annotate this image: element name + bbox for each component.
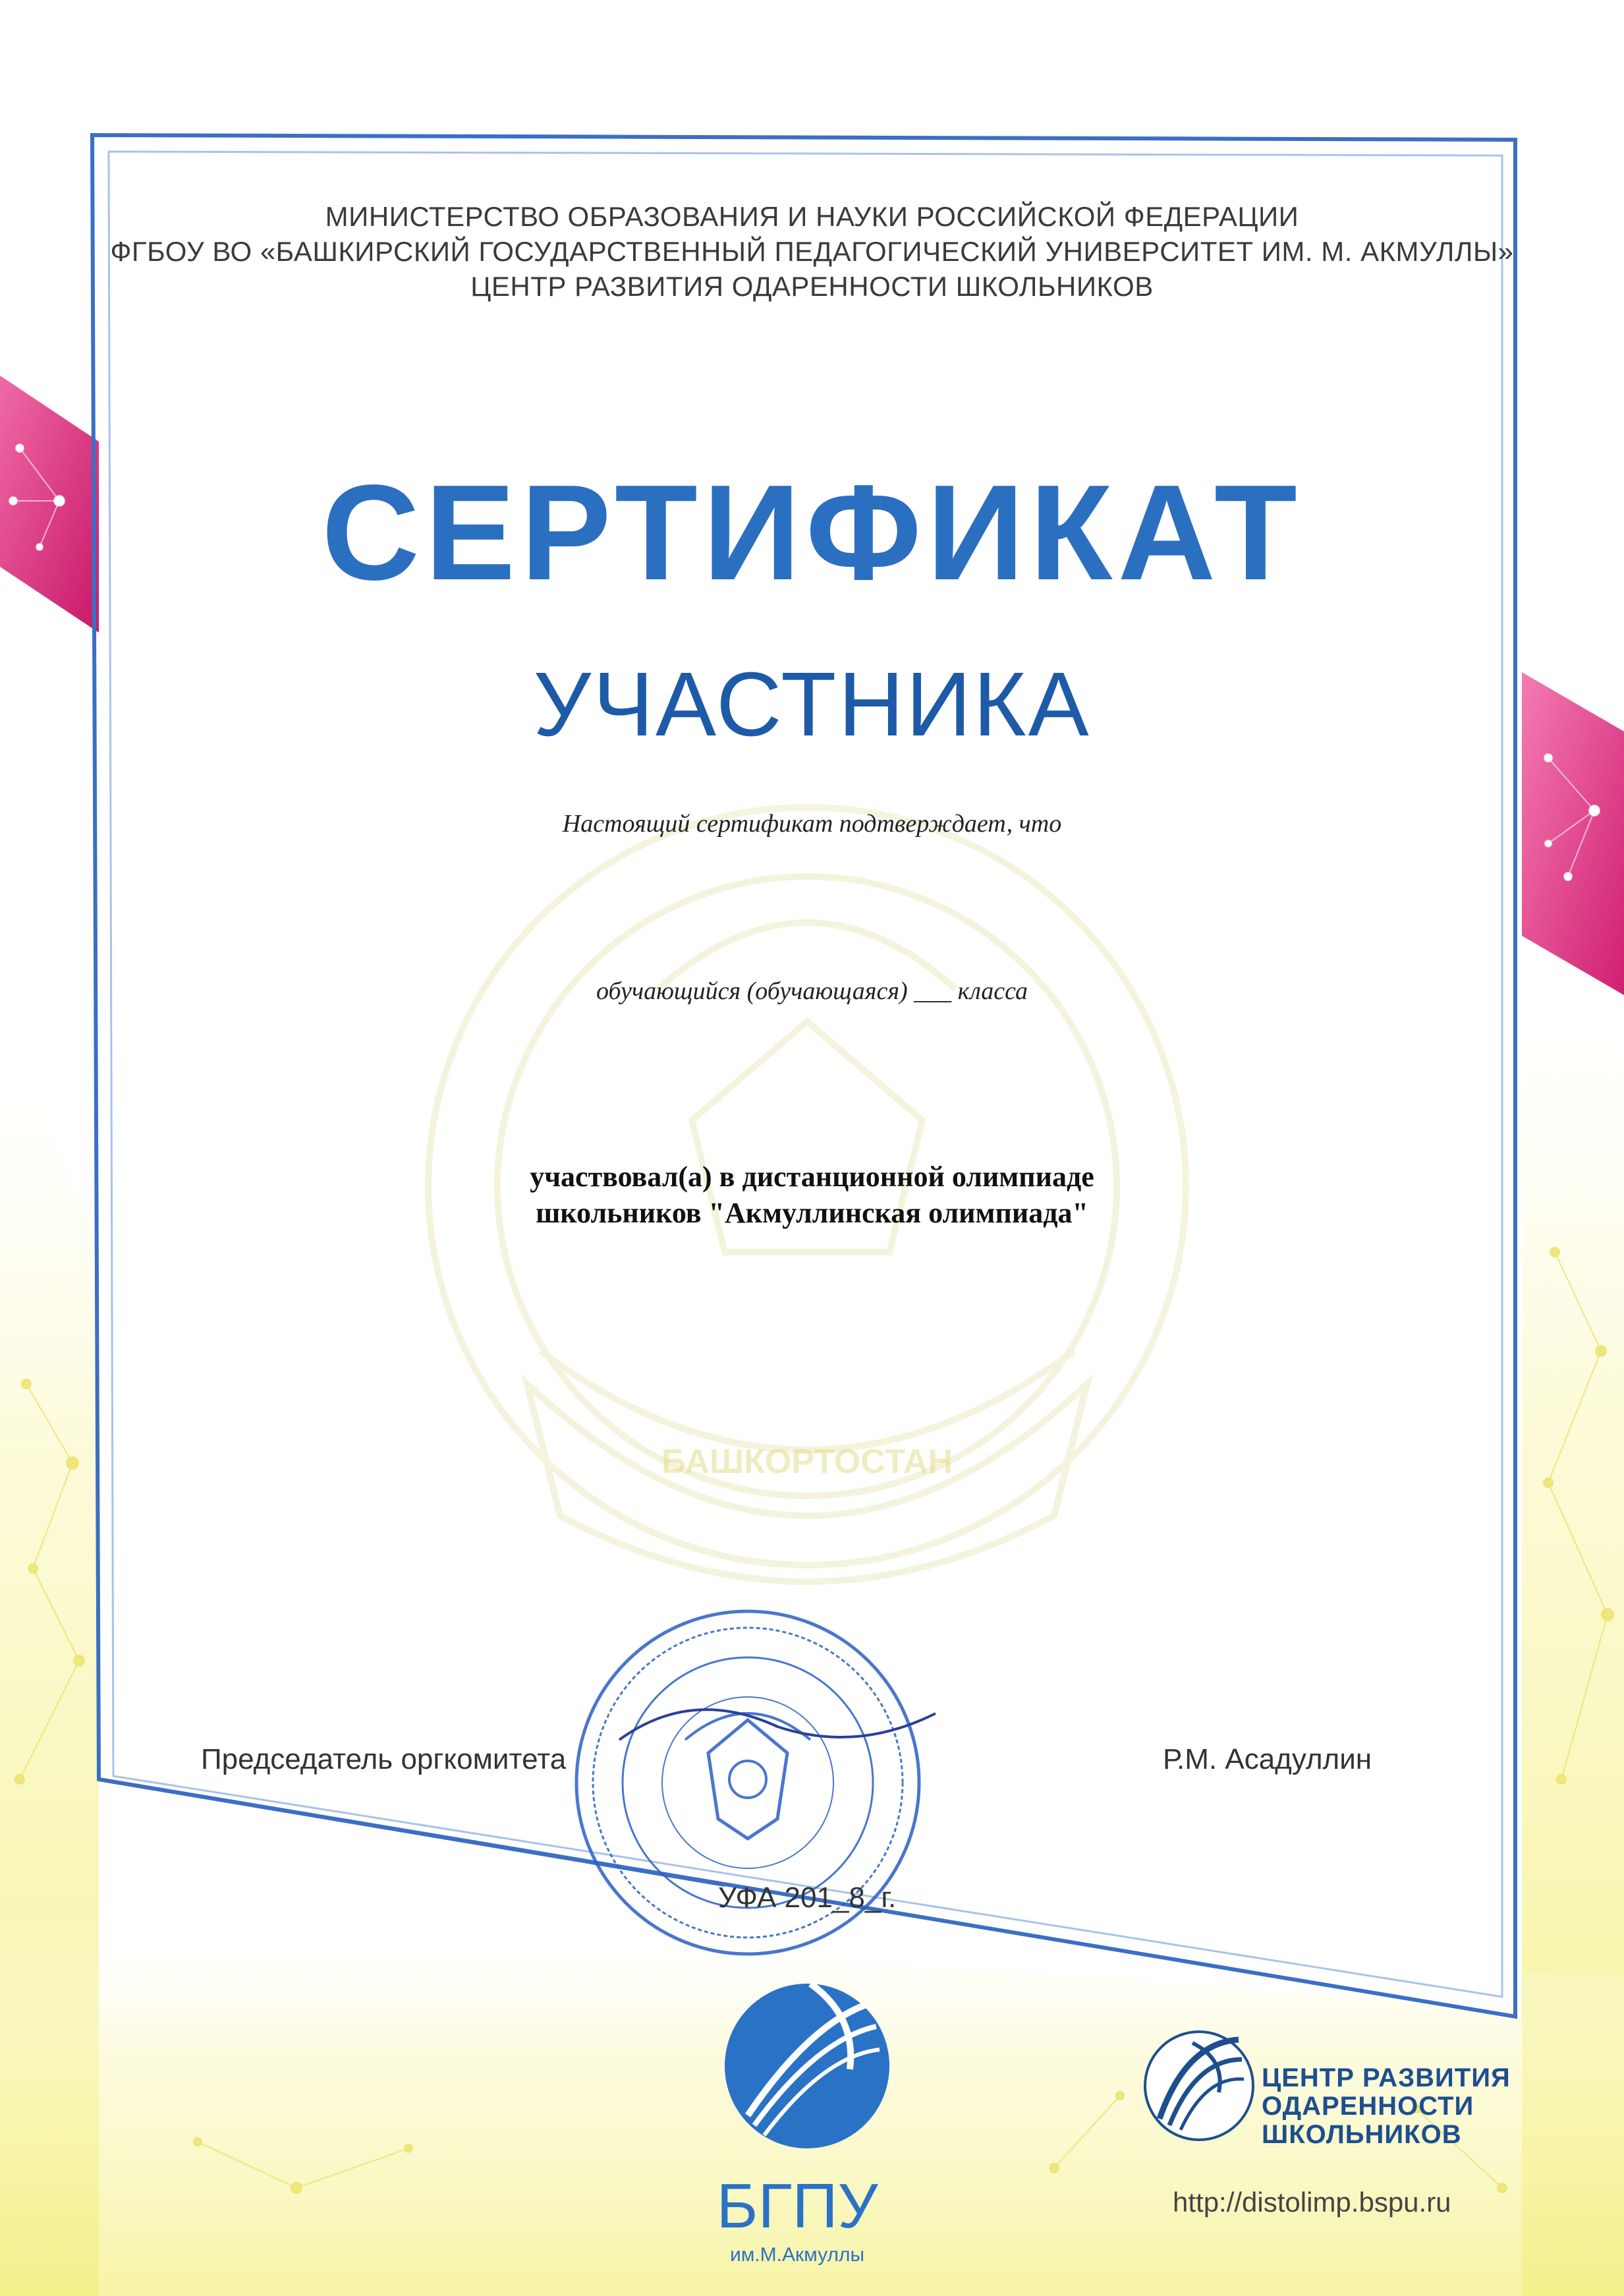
bgpu-logo-mark <box>725 1984 889 2148</box>
bgpu-logo-subtitle: им.М.Акмуллы <box>729 2244 865 2266</box>
bgpu-logo-text: БГПУ <box>716 2171 878 2241</box>
participation-line-2: школьников "Акмуллинская олимпиада" <box>536 1197 1088 1229</box>
participation-line-1: участвовал(а) в дистанционной олимпиаде <box>530 1161 1094 1193</box>
chairman-label: Председатель оргкомитета <box>201 1743 567 1775</box>
student-class-text: обучающийся (обучающаяся) ___ класса <box>596 977 1028 1005</box>
watermark-text: БАШКОРТОСТАН <box>661 1443 953 1481</box>
header-university: ФГБОУ ВО «БАШКИРСКИЙ ГОСУДАРСТВЕННЫЙ ПЕДАГОГИЧЕСКИЙ УНИВЕРСИТЕТ ИМ. М. АКМУЛЛЫ» <box>110 236 1514 267</box>
center-logo-line-2: ОДАРЕННОСТИ <box>1262 2092 1474 2121</box>
center-logo-line-1: ЦЕНТР РАЗВИТИЯ <box>1262 2063 1511 2092</box>
center-logo-mark <box>1145 2032 1253 2140</box>
certificate-subtitle: УЧАСТНИКА <box>533 654 1091 755</box>
header-ministry: МИНИСТЕРСТВО ОБРАЗОВАНИЯ И НАУКИ РОССИЙСКОЙ ФЕДЕРАЦИИ <box>325 201 1299 232</box>
center-logo-line-3: ШКОЛЬНИКОВ <box>1262 2120 1462 2149</box>
chairman-name: Р.М. Асадуллин <box>1163 1743 1372 1775</box>
website-link[interactable]: http://distolimp.bspu.ru <box>1173 2187 1451 2218</box>
certificate-title: СЕРТИФИКАТ <box>322 457 1302 608</box>
header-center: ЦЕНТР РАЗВИТИЯ ОДАРЕННОСТИ ШКОЛЬНИКОВ <box>470 271 1154 302</box>
confirm-text: Настоящий сертификат подтверждает, что <box>562 810 1062 838</box>
city-year: УФА 201_8_г. <box>718 1881 897 1914</box>
